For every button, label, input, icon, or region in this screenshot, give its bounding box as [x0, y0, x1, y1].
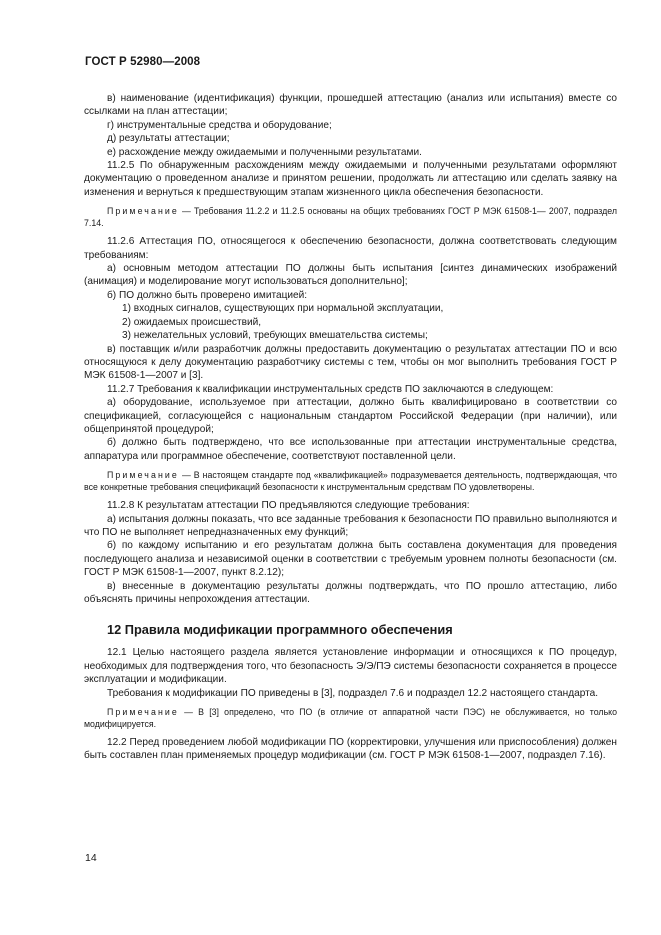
- note-1-text: — Требования 11.2.2 и 11.2.5 основаны на общих требованиях ГОСТ Р МЭК 61508-1— 2007, подраздел 7.14.: [84, 206, 617, 229]
- item-v-function-name: в) наименование (идентификация) функции, прошедшей аттестацию (анализ или испытания) вместе со ссылками на план аттестации;: [84, 93, 617, 118]
- item-a-equipment: а) оборудование, используемое при аттестации, должно быть квалифицировано в соответствии со спецификацией, согласующейся с национальным стандартом Российской Федерации (при наличии), или общепринятой процедурой;: [84, 397, 617, 435]
- clause-11-2-7: 11.2.7 Требования к квалификации инструментальных средств ПО заключаются в следующем:: [107, 383, 554, 395]
- note-2-text: — В настоящем стандарте под «квалификацией» подразумевается деятельность, подтверждающая, что все конкретные требования спецификаций безопасности к инструментальным средствам ПО удовлетворены.: [84, 470, 617, 493]
- clause-11-2-8: 11.2.8 К результатам аттестации ПО предъявляются следующие требования:: [107, 500, 470, 512]
- section-12-title: 12 Правила модификации программного обеспечения: [107, 622, 453, 638]
- item-d-results: д) результаты аттестации;: [107, 133, 230, 145]
- item-b-imitations: б) ПО должно быть проверено имитацией:: [107, 289, 308, 301]
- note-2-label: Примечание: [107, 470, 179, 481]
- item-a-show: а) испытания должны показать, что все заданные требования к безопасности ПО правильно выполняются и что ПО не выполняет непредназначенных ему функций;: [84, 513, 617, 538]
- item-g-tools: г) инструментальные средства и оборудование;: [107, 119, 332, 131]
- modification-requirements: Требования к модификации ПО приведены в [3], подраздел 7.6 и подраздел 12.2 настоящего стандарта.: [107, 687, 599, 699]
- item-v-entered-results: в) внесенные в документацию результаты должны подтверждать, что ПО прошло аттестацию, либо объяснять причины непрохождения аттестации.: [84, 580, 617, 605]
- item-b-confirmed: б) должно быть подтверждено, что все использованные при аттестации инструментальные средства, аппаратура или программное обеспечение, соответствуют поставленной цели.: [84, 437, 617, 462]
- clause-11-2-5: 11.2.5 По обнаруженным расхождениям между ожидаемыми и полученными результатами оформляют документацию о проведенном анализе и принятом решении, продолжать ли аттестацию или сделать заявку на изменения и вернуться к предшествующим этапам жизненного цикла обеспечения безопасности.: [84, 160, 617, 198]
- note-3-label: Примечание: [107, 707, 179, 718]
- note-3-text: — В [3] определено, что ПО (в отличие от аппаратной части ПЭС) не обслуживается, но только модифицируется.: [84, 707, 617, 730]
- item-a-testing: а) основным методом аттестации ПО должны быть испытания [синтез динамических изображений (анимация) и моделирование могут использоваться дополнительно];: [84, 263, 617, 288]
- page-number: 14: [85, 852, 97, 864]
- clause-12-1: 12.1 Целью настоящего раздела является установление информации и относящихся к ПО процедур, необходимых для подтверждения того, что безопасность Э/Э/ПЭ системы безопасности сохраняется в процессе эксплуатации и модификации.: [84, 647, 617, 686]
- document-header: ГОСТ Р 52980—2008: [85, 56, 201, 68]
- item-b-each-test: б) по каждому испытанию и его результатам должна быть составлена документация для проведения последующего анализа и независимой оценки в соответствии с требуемым уровнем полноты безопасности (см. ГОСТ Р МЭК 61508-1—2007, пункт 8.2.12);: [84, 540, 617, 579]
- clause-12-2: 12.2 Перед проведением любой модификации ПО (корректировки, улучшения или приспособления) должен быть составлен план применяемых процедур модификации (см. ГОСТ Р МЭК 61508-1—2007, подраздел 7.16).: [84, 737, 617, 762]
- clause-11-2-6: 11.2.6 Аттестация ПО, относящегося к обеспечению безопасности, должна соответствовать следующим требованиям:: [84, 236, 617, 261]
- item-e-discrepancy: е) расхождение между ожидаемыми и полученными результатами.: [107, 146, 422, 158]
- note-2: [84, 469, 617, 493]
- note-3: [84, 706, 617, 730]
- page-body: [84, 92, 617, 763]
- item-v-supplier: в) поставщик и/или разработчик должны предоставить документацию о результатах аттестации ПО и всю относящуюся к делу документацию разработчику системы с тем, чтобы он мог выполнить требования ГОСТ Р МЭК 61508-1—2007 и [3].: [84, 343, 617, 382]
- subitem-3-undesired-conditions: 3) нежелательных условий, требующих вмешательства системы;: [122, 330, 428, 342]
- note-1-label: Примечание: [107, 206, 179, 217]
- note-1: [84, 205, 617, 229]
- subitem-2-expected-events: 2) ожидаемых происшествий,: [122, 316, 262, 328]
- subitem-1-input-signals: 1) входных сигналов, существующих при нормальной эксплуатации,: [122, 303, 444, 315]
